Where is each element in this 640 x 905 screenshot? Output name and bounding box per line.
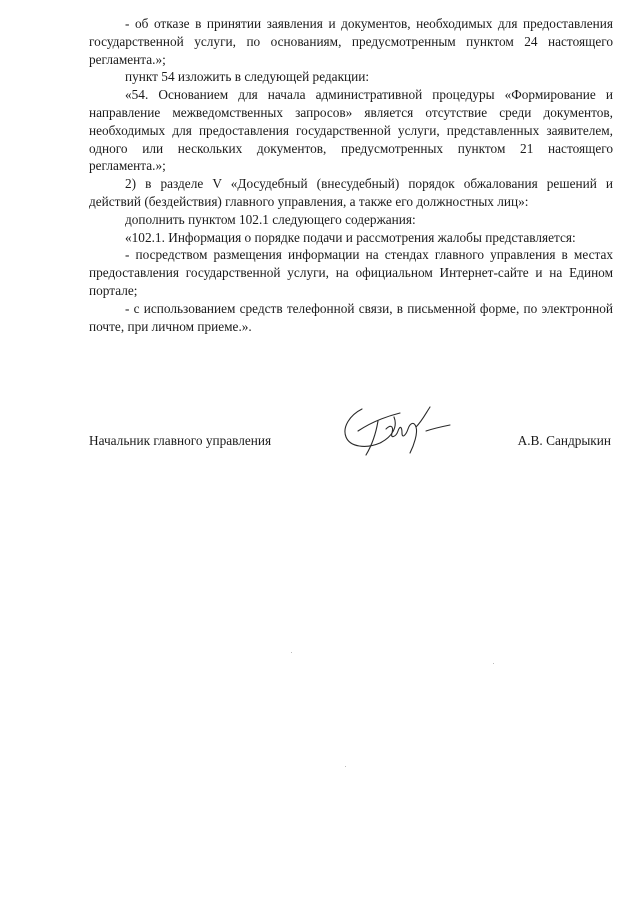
scan-speck bbox=[345, 766, 346, 767]
paragraph-item-102-1-intro: дополнить пунктом 102.1 следующего содержания: bbox=[125, 211, 416, 227]
paragraph-section-v: 2) в разделе V «Досудебный (внесудебный) порядок обжалования решений и действий (бездействия) главного управления, а также его должностных лиц»: bbox=[89, 176, 613, 209]
paragraph-item-54-intro: пункт 54 изложить в следующей редакции: bbox=[125, 69, 370, 85]
paragraph-stands-portal: - посредством размещения информации на стендах главного управления в местах предоставления государственной услуги, на официальном Интернет-сайте и на Едином портале; bbox=[89, 247, 613, 298]
position-title: Начальник главного управления bbox=[89, 433, 272, 448]
document-body bbox=[89, 15, 613, 335]
paragraph-refusal-clause: - об отказе в принятии заявления и документов, необходимых для предоставления государственной услуги, по основаниям, предусмотренным пунктом 24 настоящего регламента.»; bbox=[89, 16, 613, 67]
paragraph-phone-mail: - с использованием средств телефонной связи, в письменной форме, по электронной почте, при личном приеме.». bbox=[89, 300, 613, 334]
paragraph-item-54-text: «54. Основанием для начала административной процедуры «Формирование и направление межведомственных запросов» является отсутствие среди документов, необходимых для предоставления государственной услуги, представленных заявителем, одного или нескольких документов, предусмотренных пунктом 21 настоящего регламента.»; bbox=[89, 87, 613, 174]
paragraph-item-102-1-text: «102.1. Информация о порядке подачи и рассмотрения жалобы представляется: bbox=[125, 229, 576, 245]
signer-name: А.В. Сандрыкин bbox=[517, 433, 611, 448]
scan-speck bbox=[493, 663, 494, 664]
scan-speck bbox=[291, 652, 292, 653]
handwritten-signature bbox=[340, 401, 460, 461]
